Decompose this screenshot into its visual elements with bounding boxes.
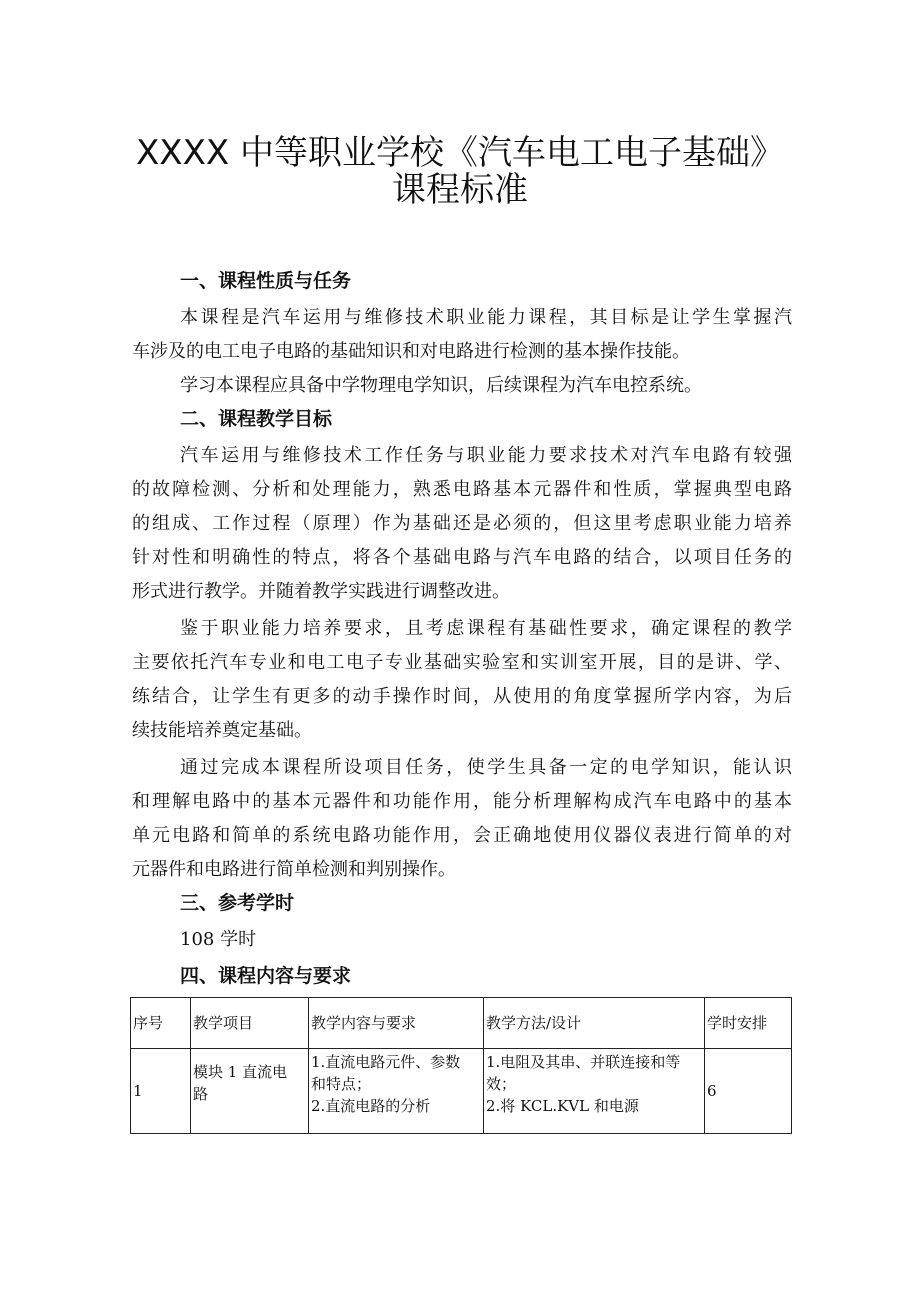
table-cell-content [309,1049,484,1134]
paragraph-line: 主要依托汽车专业和电工电子专业基础实验室和实训室开展，目的是讲、学、 [132,652,792,673]
table-header-cell: 教学方法/设计 [484,998,705,1049]
paragraph-line: 元器件和电路进行简单检测和判别操作。 [132,859,456,880]
document-title-line-1: XXXX 中等职业学校《汽车电工电子基础》 [136,133,784,173]
hours-text: 108 学时 [180,929,257,950]
paragraph-line: 汽车运用与维修技术工作任务与职业能力要求技术对汽车电路有较强 [180,445,792,466]
course-content-table [130,997,792,1134]
cell-text: 2.将 KCL.KVL 和电源 [486,1097,639,1115]
paragraph-line: 和理解电路中的基本元器件和功能作用，能分析理解构成汽车电路中的基本 [132,791,792,812]
section-4-heading: 四、课程内容与要求 [180,965,352,987]
table-header-cell: 学时安排 [705,998,792,1049]
table-header-cell: 教学内容与要求 [309,998,484,1049]
table-cell-no: 1 [131,1049,191,1134]
paragraph-line: 练结合，让学生有更多的动手操作时间，从使用的角度掌握所学内容，为后 [132,686,792,707]
section-2-heading: 二、课程教学目标 [180,408,333,430]
paragraph-line: 车涉及的电工电子电路的基础知识和对电路进行检测的基本操作技能。 [132,341,690,362]
paragraph-line: 的组成、工作过程（原理）作为基础还是必须的，但这里考虑职业能力培养 [132,513,792,534]
paragraph-line: 续技能培养奠定基础。 [132,720,312,741]
cell-text: 路 [193,1085,209,1103]
paragraph-line: 学习本课程应具备中学物理电学知识，后续课程为汽车电控系统。 [180,375,702,396]
paragraph-line: 形式进行教学。并随着教学实践进行调整改进。 [132,581,510,602]
cell-text: 模块 1 直流电 [193,1063,288,1081]
table-header-cell: 序号 [131,998,191,1049]
paragraph-line: 针对性和明确性的特点，将各个基础电路与汽车电路的结合，以项目任务的 [132,547,792,568]
cell-text: 和特点； [311,1075,372,1093]
table-header-cell: 教学项目 [191,998,309,1049]
table-cell-project [191,1049,309,1134]
document-title-line-2: 课程标准 [392,170,528,210]
paragraph-line: 本课程是汽车运用与维修技术职业能力课程，其目标是让学生掌握汽 [180,307,792,328]
table-cell-method [484,1049,705,1134]
cell-text: 1.直流电路元件、参数 [311,1053,461,1071]
paragraph-line: 通过完成本课程所设项目任务，使学生具备一定的电学知识，能认识 [180,757,792,778]
cell-text: 效； [486,1075,517,1093]
paragraph-line: 单元电路和简单的系统电路功能作用，会正确地使用仪器仪表进行简单的对 [132,825,792,846]
paragraph-line: 的故障检测、分析和处理能力，熟悉电路基本元器件和性质，掌握典型电路 [132,479,792,500]
section-3-heading: 三、参考学时 [180,892,295,914]
table-cell-hours: 6 [705,1049,792,1134]
cell-text: 2.直流电路的分析 [311,1097,431,1115]
section-1-heading: 一、课程性质与任务 [180,270,352,292]
cell-text: 1.电阻及其串、并联连接和等 [486,1053,681,1071]
table-row [131,1049,792,1134]
table-header-row [131,998,792,1049]
paragraph-line: 鉴于职业能力培养要求，且考虑课程有基础性要求，确定课程的教学 [180,618,792,639]
